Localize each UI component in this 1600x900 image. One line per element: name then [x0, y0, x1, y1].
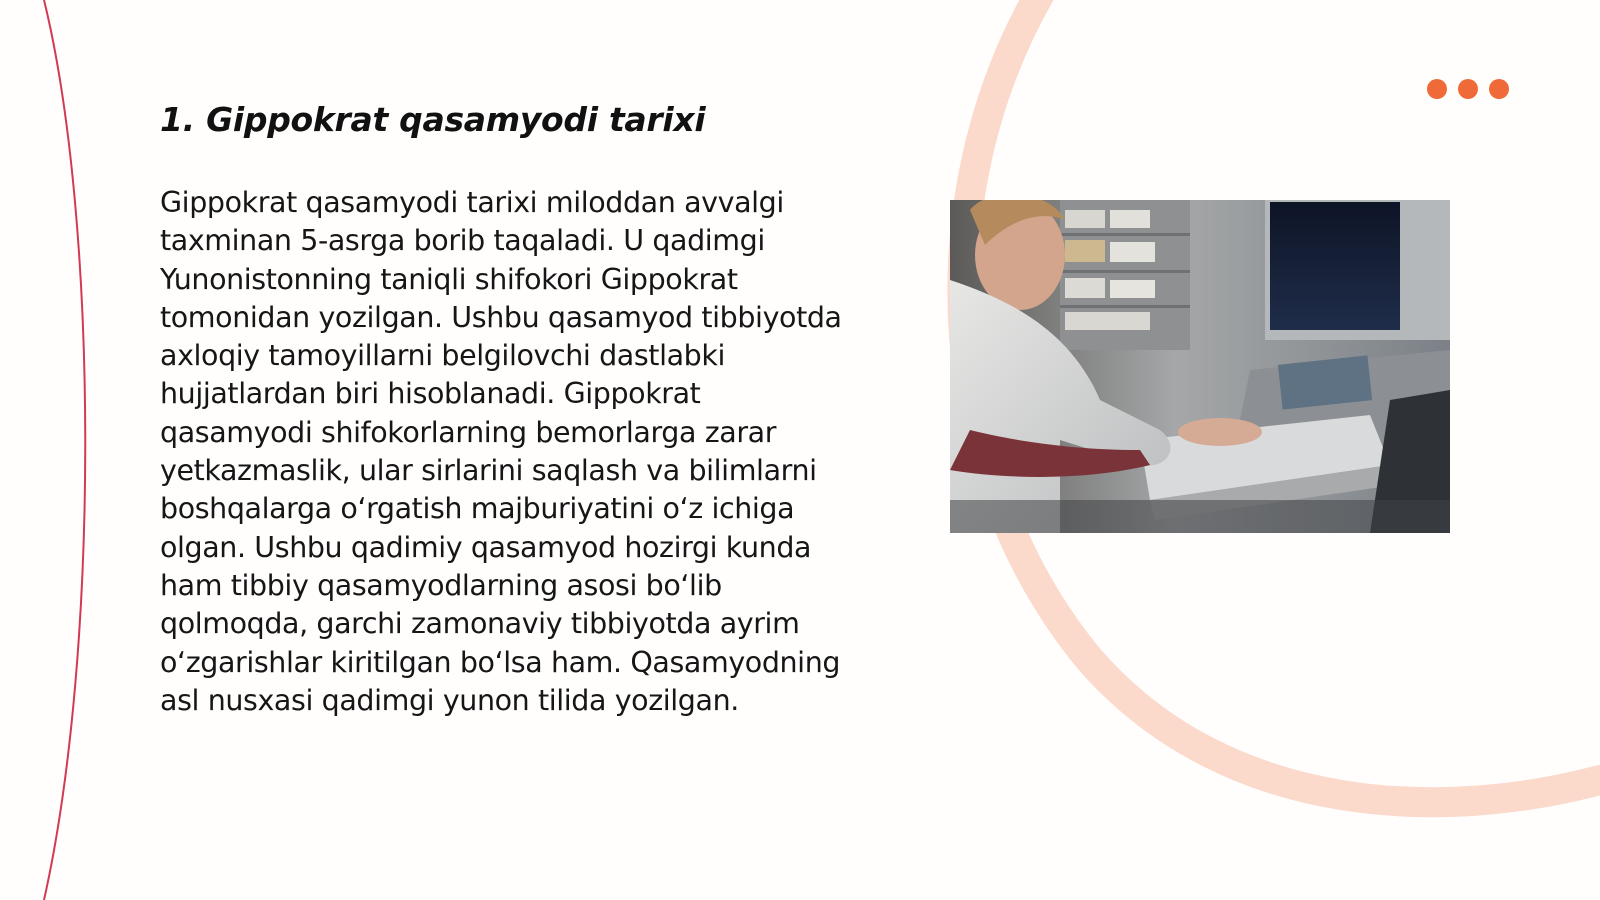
dot-icon [1458, 79, 1478, 99]
slide-title: 1. Gippokrat qasamyodi tarixi [160, 100, 706, 139]
ultrasound-photo [950, 200, 1450, 533]
more-dots-icon [1427, 79, 1509, 99]
photo-illustration [950, 200, 1450, 533]
dot-icon [1489, 79, 1509, 99]
slide-paragraph: Gippokrat qasamyodi tarixi miloddan avvalgi taxminan 5-asrga borib taqaladi. U qadimgi Yunonistonning taniqli shifokori Gippokrat tomonidan yozilgan. Ushbu qasamyod tibbiyotda axloqiy tamoyillarni belgilovchi dastlabki hujjatlardan biri hisoblanadi. Gippokrat qasamyodi shifokorlarning bemorlarga zarar yetkazmaslik, ular sirlarini saqlash va bilimlarni boshqalarga oʻrgatish majburiyatini oʻz ichiga olgan. Ushbu qadimiy qasamyod hozirgi kunda ham tibbiy qasamyodlarning asosi boʻlib qolmoqda, garchi zamonaviy tibbiyotda ayrim oʻzgarishlar kiritilgan boʻlsa ham. Qasamyodning asl nusxasi qadimgi yunon tilida yozilgan. [160, 186, 842, 717]
left-accent-curve [44, 0, 85, 900]
dot-icon [1427, 79, 1447, 99]
